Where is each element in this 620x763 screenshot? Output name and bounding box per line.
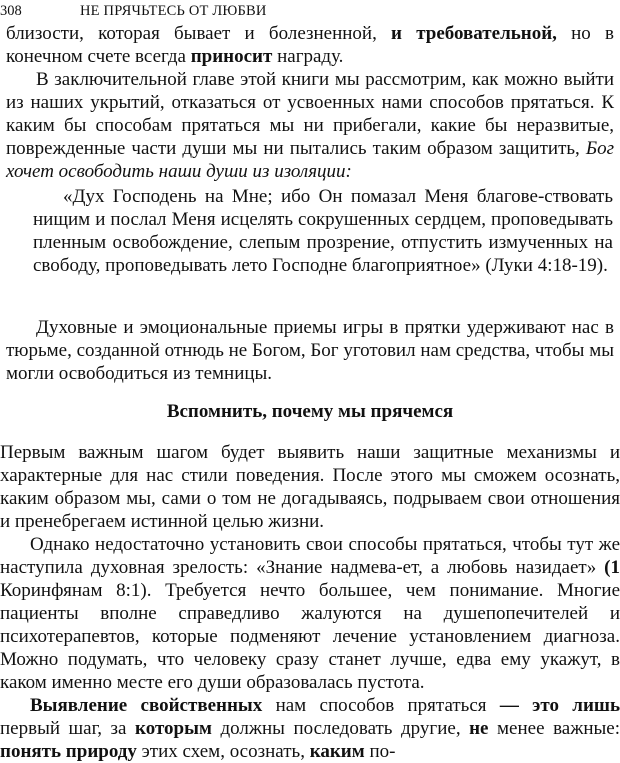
bold-run: и требовательной, xyxy=(391,23,557,44)
text-block-top xyxy=(6,22,614,183)
section-heading: Вспомнить, почему мы прячемся xyxy=(0,400,620,423)
scripture-quote xyxy=(33,185,613,277)
paragraph-not-enough xyxy=(0,533,620,694)
running-header xyxy=(0,2,620,20)
text-run: первый шаг, за xyxy=(0,718,135,739)
italic-run: Бог хочет освободить наши души из изоляции: xyxy=(6,138,614,182)
text-block-middle xyxy=(6,316,614,385)
text-run: нам способов прятаться xyxy=(262,695,500,716)
text-run: В заключительной главе этой книги мы рассмотрим, как можно выйти из наших укрытий, отказаться от усвоенных нами способов прятаться. К каким бы способам прятаться мы ни прибегали, какие бы неразвитые, поврежденные части души мы ни пытались таким образом защитить, xyxy=(6,69,614,159)
bold-run: приносит xyxy=(191,46,273,67)
text-run: этих схем, осознать, xyxy=(137,741,310,762)
bold-run: не xyxy=(469,718,488,739)
paragraph-identifying xyxy=(0,694,620,763)
bold-run: Выявление свойственных xyxy=(30,695,262,716)
text-run: близости, которая бывает и болезненной, xyxy=(6,23,391,44)
bold-run: — это лишь xyxy=(500,695,620,716)
text-run: Коринфянам 8:1). Требуется нечто большее, чем понимание. Многие пациенты вполне справедливо жалуются на душепопечителей и психотерапевтов, которые подменяют лечение установлением диагноза. Можно подумать, что человеку сразу станет лучше, едва ему укажут, в каком именно месте его души образовалась пустота. xyxy=(0,580,620,693)
text-run: по- xyxy=(365,741,396,762)
bold-run: (1 xyxy=(604,557,620,578)
text-run: но в конечном счете всегда xyxy=(6,23,614,67)
running-title: НЕ ПРЯЧЬТЕСЬ ОТ ЛЮБВИ xyxy=(80,2,267,20)
text-block-bottom xyxy=(0,441,620,763)
bold-run: понять природу xyxy=(0,741,137,762)
paragraph-hiding-games: Духовные и эмоциональные приемы игры в прятки удерживают нас в тюрьме, созданной отнюдь не Богом, Бог уготовил нам средства, чтобы мы могли освободиться из темницы. xyxy=(6,316,614,385)
paragraph-first-step: Первым важным шагом будет выявить наши защитные механизмы и характерные для нас стили поведения. После этого мы сможем осознать, каким образом мы, сами о том не догадываясь, подрываем свои отношения и пренебрегаем истинной целью жизни. xyxy=(0,441,620,533)
bold-run: которым xyxy=(135,718,212,739)
text-run: Однако недостаточно установить свои способы прятаться, чтобы тут же наступила духовная зрелость: «Знание надмева-ет, а любовь назидает» xyxy=(0,534,620,578)
text-run: награду. xyxy=(272,46,343,67)
text-run: должны последовать другие, xyxy=(212,718,469,739)
paragraph-final-chapter xyxy=(6,68,614,183)
text-run: менее важные: xyxy=(489,718,620,739)
quote-text: «Дух Господень на Мне; ибо Он помазал Меня благове-ствовать нищим и послал Меня исцелять сокрушенных сердцем, проповедывать пленным освобождение, слепым прозрение, отпустить измученных на свободу, проповедывать лето Господне благоприятное» (Луки 4:18-19). xyxy=(33,185,613,277)
paragraph-continuation xyxy=(6,22,614,68)
page-number: 308 xyxy=(0,2,22,20)
bold-run: каким xyxy=(310,741,365,762)
